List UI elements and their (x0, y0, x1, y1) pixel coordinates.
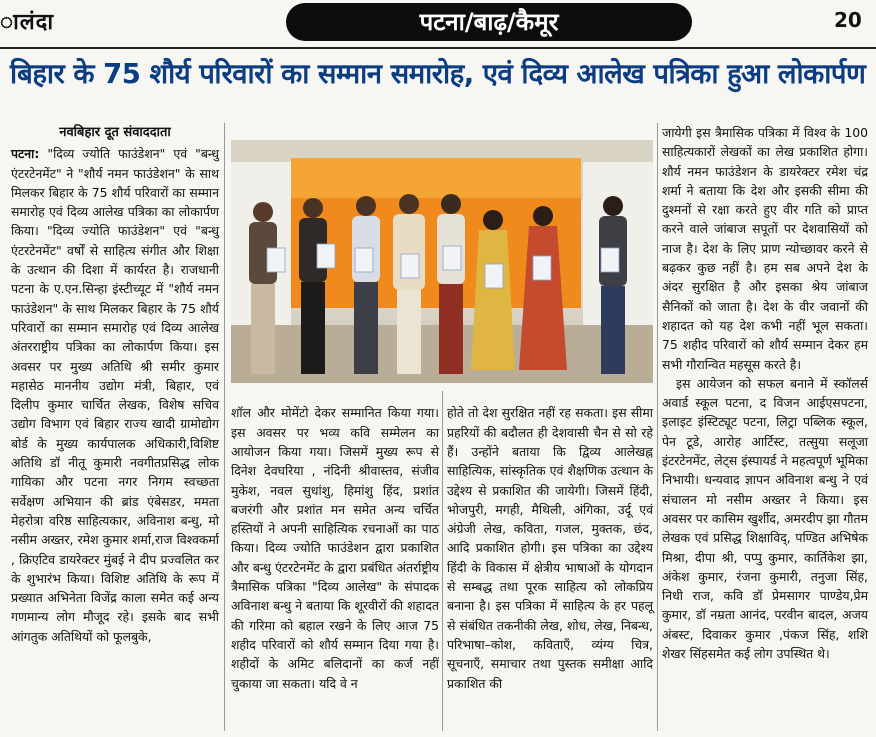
article-paragraph: इस आयेजन को सफल बनाने में स्कॉलर्स अवार्ड स्कूल पटना, द विजन आईएसपटना, इलाइट इंस्टिट्यूट पटना, लिट्रा पब्लिक स्कूल, पेन टूडे, आरोह आर्टिस्ट, तत्सुया सलूजा इंटरटेनमेंट, लेट्स इंस्पायर्ड ने महत्वपूर्ण भूमिका निभायी। धन्यवाद ज्ञापन अविनाश बन्धु ने एवं संचालन मो नसीम अख्तर ने किया। इस अवसर पर कासिम खुर्शीद, अमरदीप झा गौतम लेखक एवं प्रसिद्ध शिक्षाविद्, पण्डित अभिषेक मिश्रा, दीपा श्री, पप्पु कुमार, कार्तिकेश झा, अंकेश कुमार, रंजना कुमारी, तनुजा सिंह, निधी राज, कवि डॉ प्रेमसागर पाण्डेय,प्रेम कुमार, डॉ नम्रता आनंद, परवीन बादल, अजय अंबस्ट, दिवाकर कुमार ,पंकज सिंह, शशि शेखर सिंहसमेत कई लोग उपस्थित थे। (662, 375, 868, 662)
article-paragraph (11, 144, 219, 646)
section-banner: पटना/बाढ़/कैमूर (286, 3, 692, 41)
column-divider (657, 123, 658, 731)
paragraph-text: "दिव्य ज्योति फाउंडेशन" एवं "बन्धु एंटरटेनमेंट" ने "शौर्य नमन फाउंडेशन" के साथ मिलकर बिहार के 75 शौर्य परिवारों का सम्मान समारोह एवं दिव्य आलेख पत्रिका का लोकार्पण किया। "दिव्य ज्योति फाउंडेशन" एवं "बन्धु एंटरटेनमेंट" वर्षों से साहित्य संगीत और शिक्षा के उत्थान की दिशा में कार्यरत है। राजधानी पटना के ए.एन.सिन्हा इंस्टीच्यूट में "शौर्य नमन फाउंडेशन" के साथ मिलकर बिहार के 75 शौर्य परिवारों का सम्मान समारोह एवं दिव्य आलेख अंतरराष्ट्रीय पत्रिका का लोकार्पण किया। इस अवसर पर मुख्य अतिथि श्री समीर कुमार महासेठ माननीय उद्योग मंत्री, बिहार, एवं दिलीप कुमार चार्चित लेखक, विशेष सचिव उद्योग विभाग एवं बिहार राज्य खादी ग्रामोद्योग बोर्ड के मुख्य कार्यपालक अधिकारी,विशिष्ट अतिथि डॉ नीतू कुमारी नवगीतप्रसिद्ध लोक गायिका और पटना नगर निगम स्वच्छता सर्वेक्षण अभियान की ब्रांड एंबेसडर, ममता मेहरोत्रा वरिष्ठ साहित्यकार, अविनाश बन्धु, मो नसीम अख्तर, रमेश कुमार शर्मा,राज विश्वकर्मा , क्रिएटिव डायरेक्टर मुंबई ने दीप प्रज्वलित कर के शुभारंभ किया। विशिष्ट अतिथि के रूप में प्रख्यात अभिनेता विजेंद्र काला समेत कई अन्य गणमान्य लोग मौजूद रहे। इसके बाद सभी आंगतुक अतिथियों को फूलबुके, (11, 146, 219, 644)
event-photo (231, 140, 653, 383)
column-divider (224, 123, 225, 731)
article-paragraph: शॉल और मोमेंटो देकर सम्मानित किया गया। इस अवसर पर भव्य कवि सम्मेलन का आयोजन किया गया। जिसमें मुख्य रूप से दिनेश देवघरिया , नंदिनी श्रीवास्तव, संजीव मुकेश, नवल सुधांशु, हिमांशु हिंद, प्रशांत बजरंगी और प्रशांत मन समेत अन्य चर्चित हस्तियों ने अपनी साहित्यिक रचनाओं का पाठ किया। दिव्य ज्योति फाउंडेशन द्वारा प्रकाशित और बन्धु एंटरटेनमेंट के द्वारा प्रबंधित अंतर्राष्ट्रीय त्रैमासिक पत्रिका "दिव्य आलेख" के संपादक अविनाश बन्धु ने बताया कि शूरवीरों की शहादत की गरिमा को बहाल रखने के लिए आज 75 शहीद परिवारों को शौर्य सम्मान दिया गया है। शहीदों के अमिट बलिदानों का कर्ज नहीं चुकाया जा सकता। यदि वे न (231, 405, 439, 691)
article-paragraph: होते तो देश सुरक्षित नहीं रह सकता। इस सीमा प्रहरियों की बदौलत ही देशवासी चैन से सो रहे हैं। उन्होंने बताया कि द्विव्य आलेखह्न साहित्यिक, सांस्कृतिक एवं शैक्षणिक उत्थान के उद्देश्य से प्रकाशित की जायेगी। जिसमें हिंदी, भोजपुरी, मगही, मैथिली, अंगिका, उर्दू एवं अंग्रेजी लेख, कविता, गजल, मुक्तक, छंद, आदि प्रकाशित होगी। इस पत्रिका का उद्देश्य हिंदी के विकास में क्षेत्रीय भाषाओं के योगदान से सम्बद्ध तथा पूरक साहित्य को लोकप्रिय बनाना है। इस पत्रिका में साहित्य के हर पहलू से संबंधित तकनीकी लेख, शोध, लेख, निबन्ध, परिभाषा–कोश, कविताएँ, व्यंग्य चित्र, सूचनाएँ, समाचार तथा पुस्तक समीक्षा आदि प्रकाशित की (447, 405, 653, 691)
article-column-2 (231, 391, 439, 705)
article-column-4 (662, 123, 868, 663)
masthead-rule (0, 47, 876, 49)
article-column-1 (11, 123, 219, 646)
page-number: 20 (834, 8, 862, 32)
byline: नवबिहार दूत संवाददाता (59, 125, 171, 140)
dateline: पटना: (11, 146, 40, 162)
column-divider (442, 391, 443, 731)
masthead (0, 0, 876, 44)
article-column-3 (447, 391, 653, 705)
article-headline: बिहार के 75 शौर्य परिवारों का सम्मान समारोह, एवं दिव्य आलेख पत्रिका हुआ लोकार्पण (10, 58, 866, 90)
article-paragraph: जायेगी इस त्रैमासिक पत्रिका में विश्व के 100 साहित्यकारों लेखकों का लेख प्रकाशित होगा। शौर्य नमन फाउंडेशन के डायरेक्टर रमेश चंद्र शर्मा ने बताया कि देश और इसकी सीमा की दुश्मनों से रक्षा करते हुए वीर गति को प्राप्त करने वाले जांबाज सपूतों पर देशवासियों को नाज है। देश के लिए प्राण न्योच्छावर करने से बढ़कर कुछ नहीं है। हम सब अपने देश के अंदर सुरक्षित है और इसका श्रेय जांबाज सैनिकों को जाता है। देश के वीर जवानों की शहादत को यह देश कभी नहीं भूल सकता। 75 शहीद परिवारों को शौर्य सम्मान देकर हम सभी गौरान्वित महसूस करते है। (662, 125, 868, 372)
masthead-left-fragment: ालंदा (0, 10, 55, 35)
